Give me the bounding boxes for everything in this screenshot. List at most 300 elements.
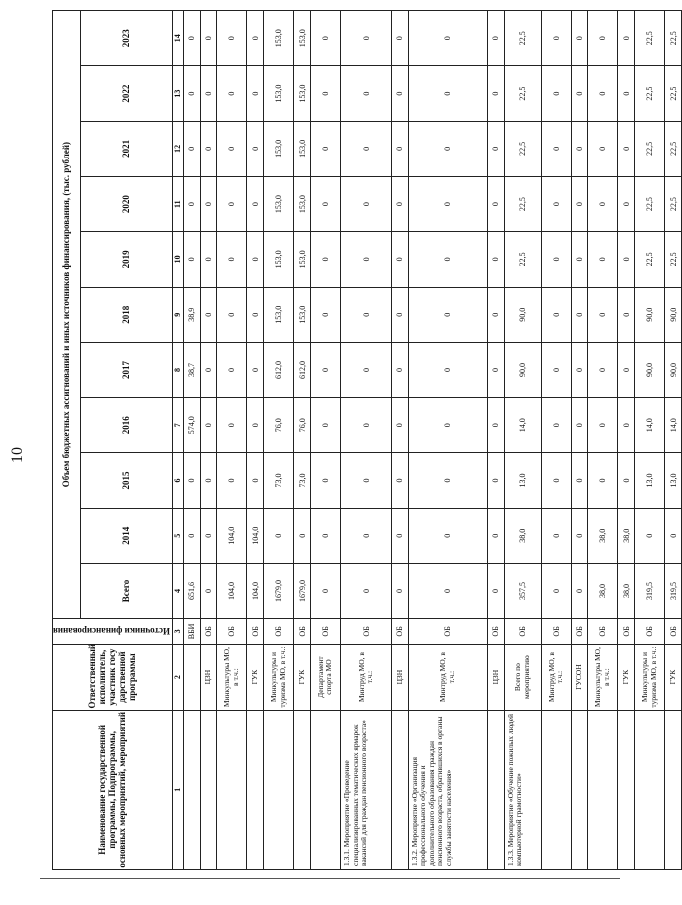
page-bottom-rule [40,878,620,879]
header-index-cell: 14 [172,11,183,66]
row-value-cell: 1679,0 [294,563,311,618]
row-value-cell: 0 [618,232,635,287]
row-value-cell: 0 [341,232,392,287]
table-row [504,11,541,870]
row-value-cell: 574,0 [183,398,200,453]
row-value-cell: 0 [200,563,217,618]
row-value-cell: 0 [310,177,340,232]
row-value-cell: 22,5 [665,11,682,66]
row-name-cell: 1.3.1. Мероприятие «Проведение специализированных тематических ярмарок вакансий для граждан пенсионного возраста» [341,710,392,869]
row-value-cell: 0 [200,508,217,563]
rotated-table-wrapper [52,10,678,870]
row-value-cell: 22,5 [665,232,682,287]
row-value-cell: 0 [408,342,487,397]
row-value-cell: 0 [341,177,392,232]
row-value-cell: 0 [183,11,200,66]
header-year: 2016 [80,398,172,453]
row-source-cell: ОБ [571,619,588,645]
header-index-cell: 13 [172,66,183,121]
row-name-cell [488,710,505,869]
row-value-cell: 0 [588,232,618,287]
row-value-cell: 0 [392,453,409,508]
row-value-cell: 0 [341,398,392,453]
row-value-cell: 22,5 [635,177,665,232]
header-index-cell: 1 [172,710,183,869]
row-name-cell [294,710,311,869]
row-value-cell: 0 [217,232,247,287]
row-name-cell [264,710,294,869]
row-value-cell: 0 [571,398,588,453]
row-value-cell: 73,0 [294,453,311,508]
header-source [53,619,173,645]
row-value-cell: 38,9 [183,287,200,342]
row-value-cell: 0 [571,232,588,287]
row-executor-cell: Минкультуры МО, в т.ч.: [588,644,618,710]
header-executor: Ответственный исполнитель, участник госу дарственной программы [53,644,173,710]
row-value-cell: 0 [541,232,571,287]
row-value-cell: 319,5 [635,563,665,618]
row-value-cell: 0 [541,287,571,342]
row-value-cell: 90,0 [504,287,541,342]
row-executor-cell: ГУК [247,644,264,710]
row-source-cell: ОБ [247,619,264,645]
row-value-cell: 0 [200,66,217,121]
header-year: 2023 [80,11,172,66]
row-value-cell: 90,0 [635,342,665,397]
row-value-cell: 153,0 [294,287,311,342]
row-value-cell: 153,0 [294,121,311,176]
row-value-cell: 0 [341,287,392,342]
row-value-cell: 0 [488,121,505,176]
row-value-cell: 0 [310,508,340,563]
row-value-cell: 22,5 [635,232,665,287]
row-name-cell: 1.3.3. Мероприятие «Обучение пожилых людей компьютерной грамотности» [504,710,541,869]
row-value-cell: 0 [541,66,571,121]
table-row [541,11,571,870]
row-value-cell: 0 [571,66,588,121]
table-row [635,11,665,870]
row-value-cell: 22,5 [635,66,665,121]
row-executor-cell [183,644,200,710]
table-row [488,11,505,870]
row-value-cell: 0 [217,66,247,121]
row-value-cell: 0 [392,563,409,618]
row-name-cell [310,710,340,869]
row-value-cell: 0 [247,121,264,176]
row-value-cell: 0 [310,398,340,453]
row-value-cell: 0 [392,11,409,66]
row-value-cell: 0 [200,342,217,397]
row-value-cell: 0 [310,121,340,176]
row-value-cell: 0 [294,508,311,563]
row-value-cell: 90,0 [665,287,682,342]
row-value-cell: 0 [408,453,487,508]
row-value-cell: 1679,0 [264,563,294,618]
row-value-cell: 0 [488,287,505,342]
row-value-cell: 153,0 [264,11,294,66]
row-value-cell: 0 [341,121,392,176]
row-value-cell: 0 [392,66,409,121]
row-value-cell: 0 [618,453,635,508]
row-value-cell: 0 [392,177,409,232]
row-value-cell: 0 [408,232,487,287]
header-year: 2017 [80,342,172,397]
row-value-cell: 104,0 [247,563,264,618]
row-value-cell: 0 [183,66,200,121]
row-value-cell: 0 [217,11,247,66]
row-value-cell: 0 [200,121,217,176]
row-value-cell: 38,0 [618,508,635,563]
row-name-cell [541,710,571,869]
row-executor-cell: Всего по мероприятию [504,644,541,710]
row-value-cell: 0 [247,232,264,287]
row-value-cell: 0 [247,177,264,232]
row-value-cell: 0 [408,398,487,453]
row-value-cell: 13,0 [665,453,682,508]
row-value-cell: 0 [571,453,588,508]
row-value-cell: 0 [618,398,635,453]
row-name-cell [665,710,682,869]
row-value-cell: 14,0 [635,398,665,453]
row-value-cell: 0 [408,177,487,232]
row-value-cell: 0 [200,398,217,453]
row-value-cell: 0 [341,453,392,508]
row-value-cell: 651,6 [183,563,200,618]
table-row [183,11,200,870]
row-value-cell: 0 [183,121,200,176]
row-value-cell: 319,5 [665,563,682,618]
row-value-cell: 153,0 [264,121,294,176]
row-value-cell: 22,5 [504,232,541,287]
row-value-cell: 0 [408,11,487,66]
row-value-cell: 0 [341,508,392,563]
row-value-cell: 0 [247,342,264,397]
header-year: 2022 [80,66,172,121]
header-year: Всего [80,563,172,618]
row-value-cell: 0 [392,398,409,453]
row-value-cell: 357,5 [504,563,541,618]
row-source-cell: ОБ [504,619,541,645]
row-value-cell: 0 [217,453,247,508]
row-executor-cell: Минтруд МО, в т.ч.: [341,644,392,710]
row-value-cell: 0 [310,563,340,618]
row-value-cell: 0 [488,177,505,232]
table-row [200,11,217,870]
row-name-cell [183,710,200,869]
row-value-cell: 0 [488,453,505,508]
row-value-cell: 0 [310,453,340,508]
row-value-cell: 0 [247,11,264,66]
header-index-cell: 10 [172,232,183,287]
row-executor-cell: Минтруд МО, в т.ч.: [541,644,571,710]
row-source-cell: ОБ [264,619,294,645]
row-value-cell: 0 [310,287,340,342]
row-value-cell: 0 [488,508,505,563]
header-year: 2015 [80,453,172,508]
row-source-cell: ОБ [392,619,409,645]
row-source-cell: ОБ [310,619,340,645]
row-value-cell: 0 [588,398,618,453]
row-value-cell: 0 [247,287,264,342]
row-value-cell: 0 [541,11,571,66]
row-source-cell: ОБ [488,619,505,645]
row-source-cell: ВБИ [183,619,200,645]
row-source-cell: ОБ [200,619,217,645]
row-value-cell: 13,0 [635,453,665,508]
row-executor-cell: ГУК [294,644,311,710]
row-source-cell: ОБ [588,619,618,645]
row-source-cell: ОБ [217,619,247,645]
header-index-cell: 7 [172,398,183,453]
row-value-cell: 0 [341,11,392,66]
row-value-cell: 612,0 [264,342,294,397]
header-funding-group: Объем бюджетных ассигнований и иных источников финансирования, (тыс. рублей) [53,11,81,619]
row-value-cell: 153,0 [264,232,294,287]
row-value-cell: 0 [588,287,618,342]
row-executor-cell: Минкультуры и туризма МО, в т.ч.: [635,644,665,710]
row-value-cell: 153,0 [294,177,311,232]
row-value-cell: 0 [408,563,487,618]
table-row [408,11,487,870]
table-row [310,11,340,870]
row-value-cell: 0 [588,121,618,176]
row-source-cell: ОБ [665,619,682,645]
row-value-cell: 0 [200,453,217,508]
row-name-cell [200,710,217,869]
row-value-cell: 0 [665,508,682,563]
row-source-cell: ОБ [541,619,571,645]
row-value-cell: 0 [310,232,340,287]
row-value-cell: 104,0 [217,508,247,563]
row-value-cell: 0 [217,398,247,453]
header-name: Наименование государственной программы, Подпрограммы, основных мероприятий, мероприятий [53,710,173,869]
header-year: 2019 [80,232,172,287]
row-value-cell: 0 [618,287,635,342]
row-name-cell [392,710,409,869]
header-index-cell: 6 [172,453,183,508]
row-value-cell: 0 [541,177,571,232]
row-value-cell: 0 [588,66,618,121]
row-value-cell: 0 [341,342,392,397]
header-source-label: Источники финансирования [53,626,170,637]
header-index-cell: 8 [172,342,183,397]
row-name-cell [635,710,665,869]
row-value-cell: 0 [588,177,618,232]
row-value-cell: 0 [571,508,588,563]
row-value-cell: 22,5 [504,66,541,121]
row-name-cell [588,710,618,869]
row-value-cell: 38,0 [588,508,618,563]
table-row [264,11,294,870]
row-name-cell: 1.3.2. Мероприятие «Организация профессионального обучения и дополнительного образования граждан пенсионного возраста, обратившихся в органы службы занятости населения» [408,710,487,869]
row-value-cell: 90,0 [504,342,541,397]
row-value-cell: 90,0 [635,287,665,342]
row-value-cell: 0 [488,11,505,66]
row-value-cell: 104,0 [247,508,264,563]
row-value-cell: 0 [217,177,247,232]
row-source-cell: ОБ [408,619,487,645]
row-value-cell: 0 [541,342,571,397]
row-value-cell: 0 [183,177,200,232]
row-value-cell: 22,5 [635,11,665,66]
row-value-cell: 38,0 [588,563,618,618]
row-value-cell: 14,0 [504,398,541,453]
row-value-cell: 0 [408,66,487,121]
row-value-cell: 153,0 [264,66,294,121]
page-number: 10 [9,447,26,463]
row-value-cell: 0 [247,66,264,121]
row-value-cell: 0 [310,66,340,121]
header-index-cell: 3 [172,619,183,645]
row-value-cell: 0 [618,66,635,121]
row-value-cell: 0 [618,342,635,397]
row-value-cell: 14,0 [665,398,682,453]
row-value-cell: 22,5 [504,177,541,232]
row-value-cell: 0 [618,177,635,232]
row-value-cell: 22,5 [665,177,682,232]
row-value-cell: 0 [541,398,571,453]
row-name-cell [618,710,635,869]
row-value-cell: 22,5 [665,121,682,176]
row-value-cell: 0 [488,232,505,287]
row-value-cell: 0 [310,11,340,66]
row-value-cell: 0 [247,398,264,453]
row-value-cell: 76,0 [264,398,294,453]
row-value-cell: 0 [200,177,217,232]
row-value-cell: 0 [618,11,635,66]
row-value-cell: 104,0 [217,563,247,618]
row-value-cell: 0 [541,121,571,176]
row-value-cell: 153,0 [264,287,294,342]
row-executor-cell: ГУК [618,644,635,710]
row-value-cell: 0 [488,66,505,121]
row-value-cell: 73,0 [264,453,294,508]
row-value-cell: 0 [541,453,571,508]
row-value-cell: 22,5 [665,66,682,121]
row-value-cell: 0 [488,563,505,618]
table-row [247,11,264,870]
row-value-cell: 0 [571,287,588,342]
row-value-cell: 0 [264,508,294,563]
row-value-cell: 153,0 [294,11,311,66]
row-value-cell: 76,0 [294,398,311,453]
row-value-cell: 0 [310,342,340,397]
table-row [588,11,618,870]
row-source-cell: ОБ [294,619,311,645]
row-executor-cell: ГУСОН [571,644,588,710]
row-value-cell: 0 [571,121,588,176]
row-value-cell: 0 [200,232,217,287]
row-source-cell: ОБ [635,619,665,645]
row-value-cell: 0 [588,453,618,508]
row-value-cell: 612,0 [294,342,311,397]
row-value-cell: 0 [183,232,200,287]
rotated-table-container [52,10,678,870]
row-value-cell: 0 [488,398,505,453]
row-executor-cell: Департамент спорта МО [310,644,340,710]
row-executor-cell: ЦЗН [392,644,409,710]
header-index-cell: 5 [172,508,183,563]
row-value-cell: 38,0 [618,563,635,618]
row-executor-cell: ЦЗН [200,644,217,710]
row-value-cell: 22,5 [504,11,541,66]
row-value-cell: 153,0 [294,232,311,287]
table-row [571,11,588,870]
row-value-cell: 0 [392,232,409,287]
row-value-cell: 0 [200,11,217,66]
row-name-cell [571,710,588,869]
row-value-cell: 0 [541,563,571,618]
row-value-cell: 0 [571,177,588,232]
table-row [217,11,247,870]
table-row [618,11,635,870]
row-value-cell: 0 [392,287,409,342]
header-index-cell: 11 [172,177,183,232]
row-executor-cell: Минкультуры МО, в т.ч.: [217,644,247,710]
header-index-cell: 4 [172,563,183,618]
row-value-cell: 0 [571,563,588,618]
header-year: 2020 [80,177,172,232]
row-value-cell: 0 [217,342,247,397]
row-executor-cell: ЦЗН [488,644,505,710]
row-value-cell: 22,5 [504,121,541,176]
row-value-cell: 0 [488,342,505,397]
row-value-cell: 13,0 [504,453,541,508]
header-index-cell: 12 [172,121,183,176]
header-year: 2018 [80,287,172,342]
row-value-cell: 0 [408,508,487,563]
row-value-cell: 38,7 [183,342,200,397]
row-value-cell: 38,0 [504,508,541,563]
header-year: 2014 [80,508,172,563]
funding-table [52,10,682,870]
row-executor-cell: Минтруд МО, в т.ч.: [408,644,487,710]
table-row [341,11,392,870]
row-value-cell: 0 [341,563,392,618]
row-value-cell: 22,5 [635,121,665,176]
header-index-cell: 2 [172,644,183,710]
row-name-cell [247,710,264,869]
table-row [665,11,682,870]
row-value-cell: 0 [571,11,588,66]
row-value-cell: 153,0 [264,177,294,232]
row-value-cell: 0 [183,453,200,508]
table-row [392,11,409,870]
row-value-cell: 0 [588,11,618,66]
row-value-cell: 0 [408,121,487,176]
row-source-cell: ОБ [341,619,392,645]
row-executor-cell: Минкультуры и туризма МО, в т.ч.: [264,644,294,710]
row-value-cell: 0 [635,508,665,563]
row-value-cell: 0 [541,508,571,563]
row-value-cell: 0 [408,287,487,342]
row-value-cell: 0 [200,287,217,342]
row-value-cell: 0 [217,287,247,342]
row-value-cell: 0 [588,342,618,397]
row-value-cell: 0 [217,121,247,176]
table-row [294,11,311,870]
row-value-cell: 0 [618,121,635,176]
row-executor-cell: ГУК [665,644,682,710]
header-index-cell: 9 [172,287,183,342]
row-name-cell [217,710,247,869]
row-value-cell: 0 [571,342,588,397]
header-year: 2021 [80,121,172,176]
row-value-cell: 0 [183,508,200,563]
row-value-cell: 0 [392,121,409,176]
row-value-cell: 90,0 [665,342,682,397]
row-value-cell: 0 [341,66,392,121]
